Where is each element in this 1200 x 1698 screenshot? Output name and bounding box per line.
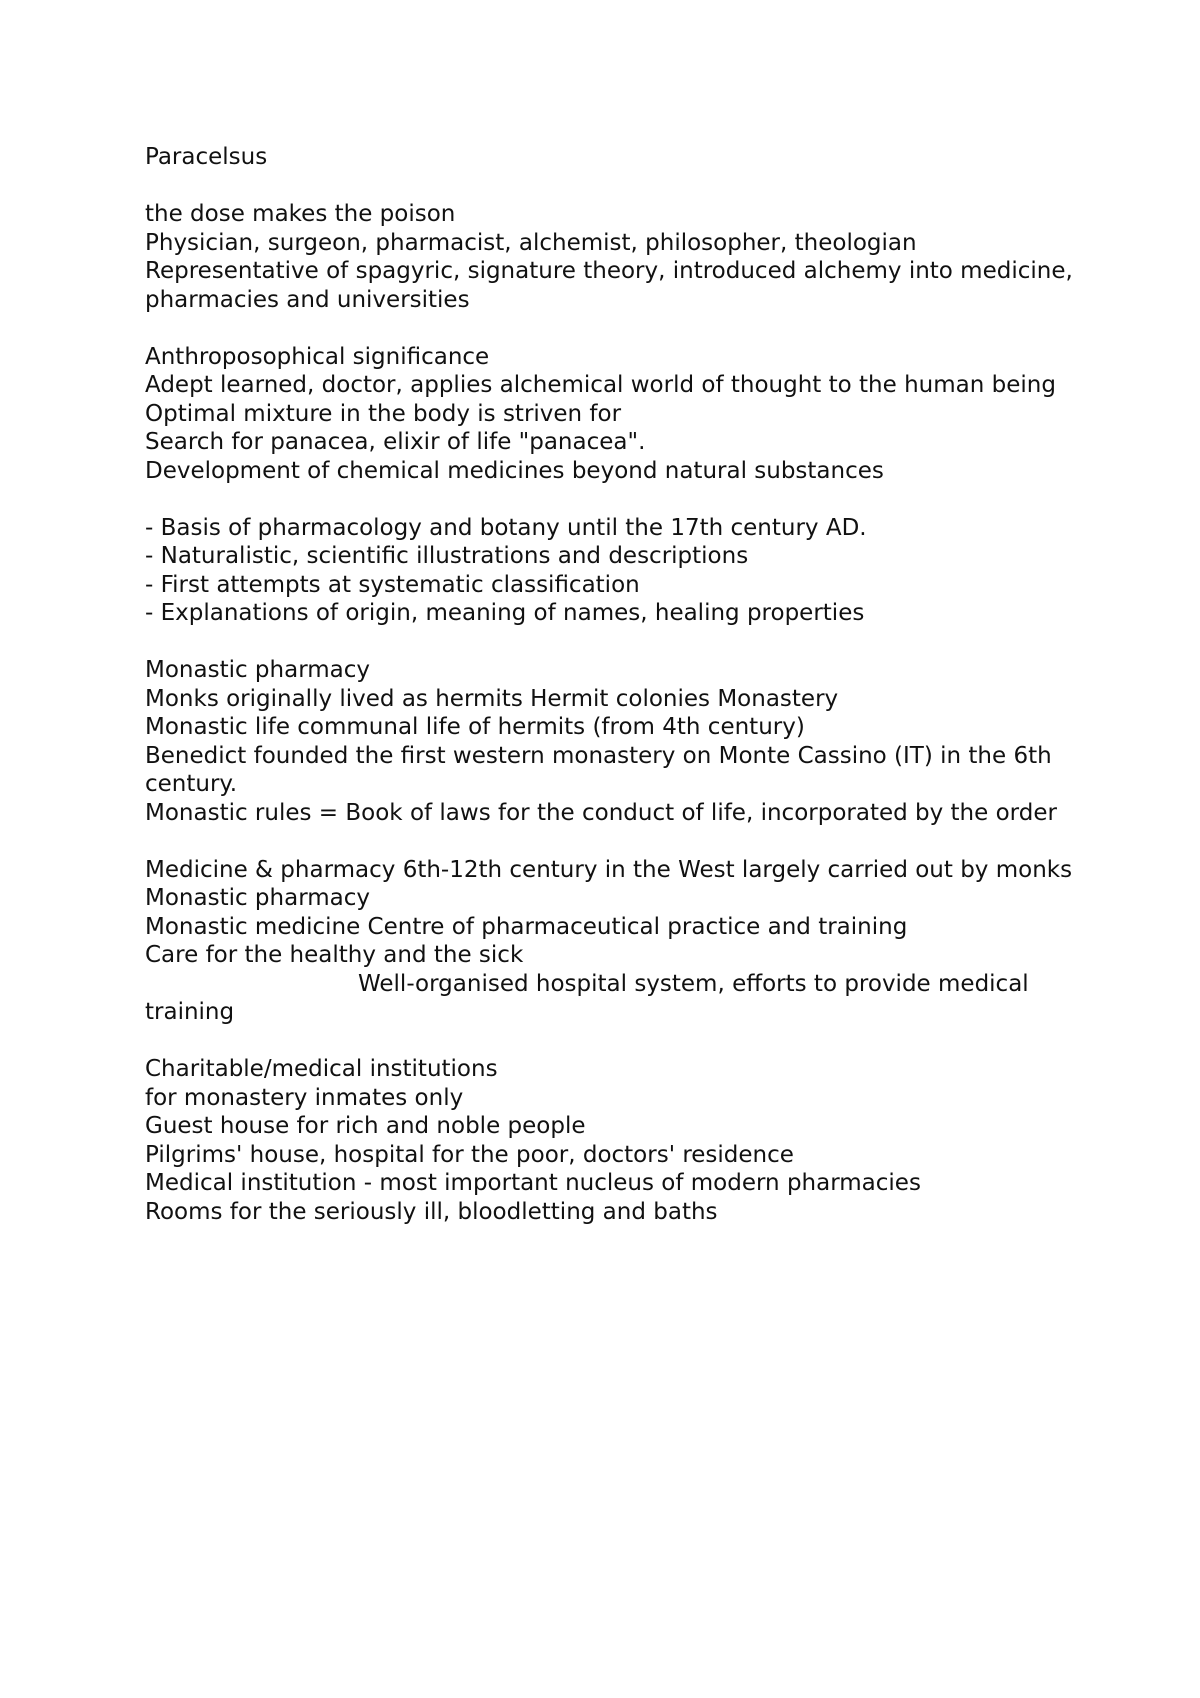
bullet-item: - Basis of pharmacology and botany until the 17th century AD. [145,514,867,541]
spacer [145,172,1085,201]
monastic-heading: Monastic pharmacy [145,657,371,683]
anthroposophical-line: Development of chemical medicines beyond natural substances [145,457,884,484]
bullet-item: - Explanations of origin, meaning of names, healing properties [145,600,865,626]
spacer [145,485,1085,514]
charitable-line: for monastery inmates only [145,1084,464,1111]
anthroposophical-line: Adept learned, doctor, applies alchemical world of thought to the human being [145,372,1056,398]
document-title: Paracelsus [145,144,268,170]
monastic-line: Monastic rules = Book of laws for the conduct of life, incorporated by the order [145,799,1057,826]
monastic-line: Benedict founded the first western monastery on Monte Cassino (IT) in the 6th century. [145,742,1060,797]
paracelsus-line: Physician, surgeon, pharmacist, alchemist, philosopher, theologian [145,229,917,256]
charitable-line: Pilgrims' house, hospital for the poor, doctors' residence [145,1141,794,1168]
charitable-heading: Charitable/medical institutions [145,1056,498,1082]
document-page [145,143,1085,1226]
monastic-line: Monks originally lived as hermits Hermit colonies Monastery [145,685,839,712]
medicine-line: Monastic medicine Centre of pharmaceutical practice and training [145,913,908,940]
bullet-item: - First attempts at systematic classification [145,571,640,598]
charitable-line: Medical institution - most important nucleus of modern pharmacies [145,1170,921,1196]
charitable-line: Rooms for the seriously ill, bloodletting and baths [145,1198,718,1225]
anthroposophical-line: Search for panacea, elixir of life "panacea". [145,429,646,455]
spacer [145,827,1085,856]
anthroposophical-heading: Anthroposophical significance [145,343,490,370]
spacer [145,628,1085,657]
bullet-item: - Naturalistic, scientific illustrations and descriptions [145,543,749,569]
medicine-line: Care for the healthy and the sick [145,942,524,968]
paracelsus-line: Representative of spagyric, signature theory, introduced alchemy into medicine, pharmacies and universities [145,258,1081,313]
monastic-line: Monastic life communal life of hermits (from 4th century) [145,714,805,740]
anthroposophical-line: Optimal mixture in the body is striven for [145,400,622,427]
spacer [145,314,1085,343]
spacer [145,1027,1085,1056]
paracelsus-line: the dose makes the poison [145,201,456,227]
medicine-line: Medicine & pharmacy 6th-12th century in the West largely carried out by monks Monastic pharmacy [145,856,1080,911]
medicine-indented-line: Well-organised hospital system, efforts to provide medical training [145,970,1036,1025]
charitable-line: Guest house for rich and noble people [145,1113,586,1139]
